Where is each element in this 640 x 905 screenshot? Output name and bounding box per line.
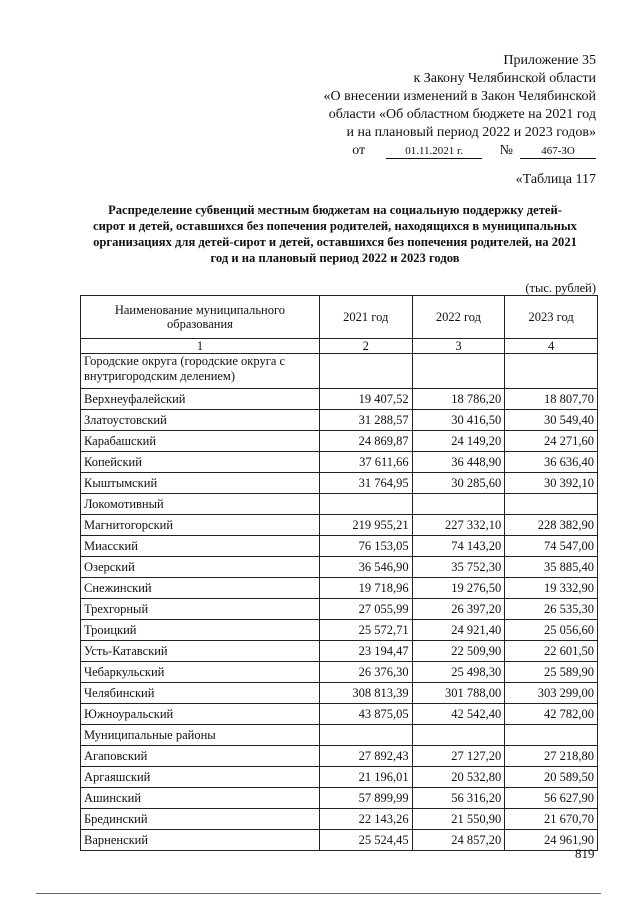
- value-2021: 31 288,57: [319, 410, 412, 431]
- column-header-2023: 2023 год: [505, 296, 598, 339]
- value-2023: 30 392,10: [505, 473, 598, 494]
- value-2022: 24 857,20: [412, 830, 505, 851]
- value-2022: 18 786,20: [412, 389, 505, 410]
- column-header-name: Наименование муниципального образования: [81, 296, 320, 339]
- value-2021: 43 875,05: [319, 704, 412, 725]
- column-number: 2: [319, 339, 412, 354]
- municipality-name: Озерский: [81, 557, 320, 578]
- table-row: [81, 536, 598, 557]
- from-label: от: [352, 143, 366, 158]
- municipality-name: Копейский: [81, 452, 320, 473]
- value-2021: 36 546,90: [319, 557, 412, 578]
- value-2021: 27 892,43: [319, 746, 412, 767]
- value-2021: 57 899,99: [319, 788, 412, 809]
- table-row: [81, 452, 598, 473]
- section-title: Городские округа (городские округа с внутригородским делением): [81, 354, 320, 389]
- value-2022: 20 532,80: [412, 767, 505, 788]
- value-2021: 19 407,52: [319, 389, 412, 410]
- section-row-municipal-districts: [81, 725, 598, 746]
- page-number: 819: [575, 846, 595, 861]
- municipality-name: Челябинский: [81, 683, 320, 704]
- municipality-name: Кыштымский: [81, 473, 320, 494]
- appendix-line: к Закону Челябинской области: [413, 71, 596, 86]
- value-2022: 35 752,30: [412, 557, 505, 578]
- municipality-name: Карабашский: [81, 431, 320, 452]
- value-2021: 76 153,05: [319, 536, 412, 557]
- value-2022: 301 788,00: [412, 683, 505, 704]
- document-title: Распределение субвенций местным бюджетам на социальную поддержку детей-сирот и детей, оставшихся без попечения родителей, находящихся в муниципальных организациях для детей-сирот и детей, оставшихся без попечения родителей, на 2021 год и на плановый период 2022 и 2023 годов: [93, 203, 577, 265]
- value-2021: 31 764,95: [319, 473, 412, 494]
- value-2022: 24 921,40: [412, 620, 505, 641]
- appendix-block: [276, 52, 596, 160]
- value-2022: 56 316,20: [412, 788, 505, 809]
- value-2022: 26 397,20: [412, 599, 505, 620]
- municipality-name: Магнитогорский: [81, 515, 320, 536]
- value-2022: 42 542,40: [412, 704, 505, 725]
- table-row: [81, 767, 598, 788]
- value-2023: 18 807,70: [505, 389, 598, 410]
- table-row: [81, 830, 598, 851]
- column-number-row: [81, 339, 598, 354]
- value-2021: 26 376,30: [319, 662, 412, 683]
- value-2023: 19 332,90: [505, 578, 598, 599]
- value-2022: 27 127,20: [412, 746, 505, 767]
- table-row: [81, 704, 598, 725]
- municipality-name: Снежинский: [81, 578, 320, 599]
- municipality-name: Ашинский: [81, 788, 320, 809]
- value-2023: 30 549,40: [505, 410, 598, 431]
- value-2021: [319, 494, 412, 515]
- law-date-row: [276, 142, 596, 160]
- value-2022: 19 276,50: [412, 578, 505, 599]
- table-row: [81, 746, 598, 767]
- value-2022: 30 285,60: [412, 473, 505, 494]
- municipality-name: Чебаркульский: [81, 662, 320, 683]
- municipality-name: Усть-Катавский: [81, 641, 320, 662]
- value-2022: 21 550,90: [412, 809, 505, 830]
- column-number: 3: [412, 339, 505, 354]
- value-2023: 228 382,90: [505, 515, 598, 536]
- value-2021: 219 955,21: [319, 515, 412, 536]
- column-number: 1: [81, 339, 320, 354]
- value-2023: 36 636,40: [505, 452, 598, 473]
- value-2021: 27 055,99: [319, 599, 412, 620]
- value-2023: 303 299,00: [505, 683, 598, 704]
- value-2022: 25 498,30: [412, 662, 505, 683]
- municipality-name: Локомотивный: [81, 494, 320, 515]
- value-2023: 21 670,70: [505, 809, 598, 830]
- value-2023: 27 218,80: [505, 746, 598, 767]
- value-2022: 227 332,10: [412, 515, 505, 536]
- value-2021: 21 196,01: [319, 767, 412, 788]
- value-2021: 37 611,66: [319, 452, 412, 473]
- municipality-name: Аргаяшский: [81, 767, 320, 788]
- municipality-name: Троицкий: [81, 620, 320, 641]
- value-2022: 24 149,20: [412, 431, 505, 452]
- table-reference: «Таблица 117: [515, 172, 596, 187]
- value-2023: 74 547,00: [505, 536, 598, 557]
- value-2023: 24 271,60: [505, 431, 598, 452]
- table-row: [81, 473, 598, 494]
- section-title: Муниципальные районы: [81, 725, 320, 746]
- appendix-line: и на плановый период 2022 и 2023 годов»: [346, 125, 596, 140]
- table-row: [81, 641, 598, 662]
- section-row-urban-districts: [81, 354, 598, 389]
- table-row: [81, 788, 598, 809]
- table-row: [81, 578, 598, 599]
- value-2021: 25 524,45: [319, 830, 412, 851]
- value-2023: 20 589,50: [505, 767, 598, 788]
- municipality-name: Миасский: [81, 536, 320, 557]
- table-row: [81, 662, 598, 683]
- value-2023: 22 601,50: [505, 641, 598, 662]
- table-row: [81, 620, 598, 641]
- municipality-name: Трехгорный: [81, 599, 320, 620]
- municipality-name: Варненский: [81, 830, 320, 851]
- table-row: [81, 431, 598, 452]
- value-2022: 30 416,50: [412, 410, 505, 431]
- value-2023: 56 627,90: [505, 788, 598, 809]
- value-2023: 25 589,90: [505, 662, 598, 683]
- table-row: [81, 389, 598, 410]
- value-2023: 42 782,00: [505, 704, 598, 725]
- header-row: [81, 296, 598, 339]
- value-2022: [412, 494, 505, 515]
- value-2022: 74 143,20: [412, 536, 505, 557]
- table-row: [81, 494, 598, 515]
- table-row: [81, 809, 598, 830]
- value-2021: 308 813,39: [319, 683, 412, 704]
- municipality-name: Брединский: [81, 809, 320, 830]
- unit-label: (тыс. рублей): [525, 281, 596, 295]
- table-row: [81, 557, 598, 578]
- law-number: 467-ЗО: [520, 145, 596, 159]
- value-2023: 26 535,30: [505, 599, 598, 620]
- law-date: 01.11.2021 г.: [386, 145, 482, 159]
- value-2022: 22 509,90: [412, 641, 505, 662]
- number-label: №: [499, 143, 513, 158]
- column-header-2022: 2022 год: [412, 296, 505, 339]
- value-2021: 25 572,71: [319, 620, 412, 641]
- table-row: [81, 515, 598, 536]
- value-2021: 24 869,87: [319, 431, 412, 452]
- value-2023: [505, 494, 598, 515]
- appendix-line: области «Об областном бюджете на 2021 год: [328, 107, 596, 122]
- municipality-name: Златоустовский: [81, 410, 320, 431]
- column-header-2021: 2021 год: [319, 296, 412, 339]
- value-2023: 35 885,40: [505, 557, 598, 578]
- municipality-name: Южноуральский: [81, 704, 320, 725]
- value-2022: 36 448,90: [412, 452, 505, 473]
- value-2021: 22 143,26: [319, 809, 412, 830]
- appendix-line: «О внесении изменений в Закон Челябинской: [323, 89, 596, 104]
- table-row: [81, 599, 598, 620]
- value-2023: 25 056,60: [505, 620, 598, 641]
- value-2021: 19 718,96: [319, 578, 412, 599]
- footer-rule: [36, 893, 601, 894]
- table-row: [81, 410, 598, 431]
- appendix-line: Приложение 35: [503, 53, 596, 68]
- municipality-name: Верхнеуфалейский: [81, 389, 320, 410]
- value-2023: 24 961,90: [505, 830, 598, 851]
- municipality-name: Агаповский: [81, 746, 320, 767]
- column-number: 4: [505, 339, 598, 354]
- subventions-table: [80, 295, 598, 851]
- table-row: [81, 683, 598, 704]
- value-2021: 23 194,47: [319, 641, 412, 662]
